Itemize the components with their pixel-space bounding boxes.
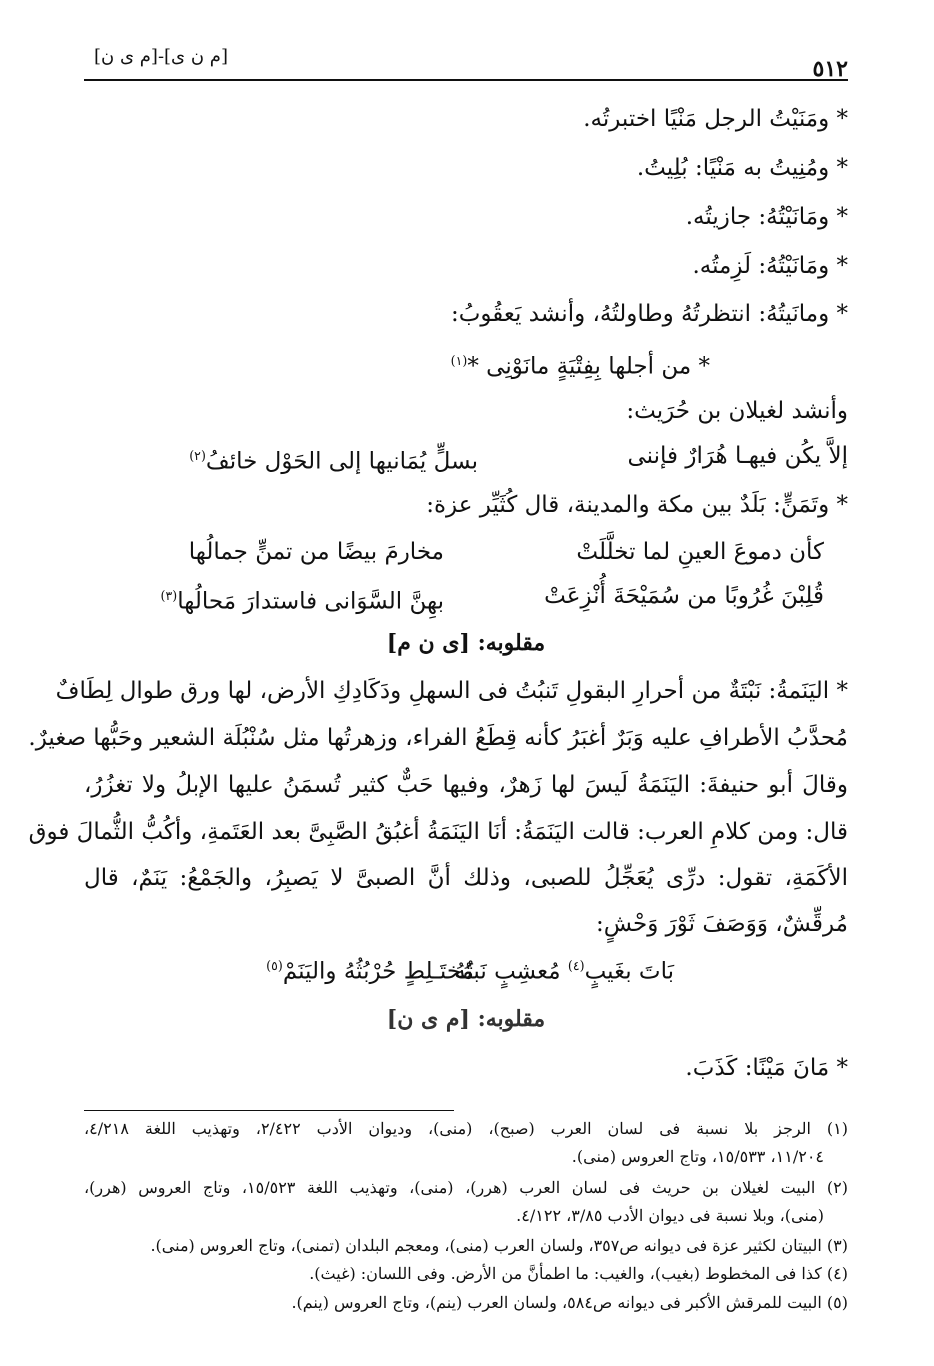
paragraph-line: مُحدَّبُ الأطرافِ عليه وَبَرٌ أغبَرُ كأنه قِطَعُ الفراء، وزهرتُها مثل سُنْبُلَة الشعير وحَبُّها صغيرٌ. [28,725,848,751]
footnote: (٤) كذا فى المخطوط (بغيب)، والغيب: ما اطمأنَّ من الأرض. وفى اللسان: (غيث). [309,1264,848,1283]
verse-hemistich-right: كأن دموعَ العينِ لما تخلَّلَتْ [576,539,824,565]
paragraph-line: قال: ومن كلامِ العرب: قالت اليَنَمَةُ: أنَا اليَنَمَةُ أغبُقُ الصَّبِىَّ بعد العَتَمةِ، وأكُبُّ الثُّمالَ فوق [28,819,848,845]
footnote: (٥) البيت للمرقش الأكبر فى ديوانه ص٥٨٤، ولسان العرب (ينم)، وتاج العروس (ينم). [291,1293,848,1312]
footnote: (٢) البيت لغيلان بن حريث فى لسان العرب (هرر)، (منى)، وتهذيب اللغة ١٥/٥٢٣، وتاج العروس (هرر)، [84,1178,848,1197]
entry-line: * ومَنَيْتُ الرجل مَنْيًا اختبرتُه. [583,106,848,132]
verse-hemistich-left: مخارمَ بيضًا من تمنٍّ جمالُها [188,539,444,565]
footnote: ١١/٢٠٤، ١٥/٥٣٣، وتاج العروس (منى). [571,1147,824,1166]
footnote: (منى)، وبلا نسبة فى ديوان الأدب ٣/٨٥، ٤/١٢٢. [516,1206,824,1225]
entry-line: * ومُنِيتُ به مَنْيًا: بُلِيتُ. [636,155,848,181]
verse-text: بهِنَّ السَّوَانى فاستدارَ مَحالُها [177,588,444,615]
footnote-rule [84,1110,454,1111]
section-heading: مقلوبه: [م ى ن] [386,1006,546,1032]
entry-line: * وتَمَنٍّ: بَلَدٌ بين مكة والمدينة، قال كُثَيِّر عزة: [426,492,848,518]
footnote-marker: (١) [450,353,468,368]
entry-line: * ومانَيتُهُ: انتظرتُهُ وطاولتُهُ، وأنشد يَعقُوبُ: [450,301,848,327]
verse-hemistich-left [189,438,478,480]
entry-line: * مَانَ مَيْنًا: كَذَبَ. [685,1055,848,1081]
footnote-marker: (٣) [160,588,178,603]
verse-text: بَاتَ بغَيبٍ [584,958,674,985]
entry-line: * ومَانَيْتُهُ: لَزِمتُه. [692,253,848,279]
footnote: (١) الرجز بلا نسبة فى لسان العرب (صبح)، (منى)، وديوان الأدب ٢/٤٢٢، وتهذيب اللغة ٤/٢١٨، [84,1119,849,1138]
footnote: (٣) البيتان لكثير عزة فى ديوانه ص٣٥٧، ولسان العرب (منى)، ومعجم البلدان (تمنى)، وتاج العروس (منى). [150,1236,848,1255]
footnote-marker: (٥) [266,958,283,973]
verse-text: * من أجلها بِفِتْيَةٍ مانَوْنِى * [467,353,710,380]
verse-hemistich-left [161,578,444,620]
rajaz-verse [451,343,710,385]
paragraph-line: وقالَ أبو حنيفةَ: اليَنَمَةُ لَيسَ لها زَهرٌ، وفيها حَبٌّ كثير تُسمَنُ عليها الإبلُ ولا تغزُرُ، [84,772,848,798]
page-number: ٥١٢ [812,56,848,82]
paragraph-line: الأكَمَةِ، تقول: درِّى يُعَجِّلُ للصبى، وذلك أنَّ الصبىَّ لا يَصبِرُ، والجَمْعُ: يَنَمٌ، قال [84,865,848,891]
entry-line: وأنشد لغيلان بن حُرَيث: [626,398,848,424]
paragraph-line: * اليَنَمةُ: نَبْتَةٌ من أحرارِ البقولِ تَنبُتُ فى السهلِ ودَكَادِكِ الأرض، لها ورق طوال لِطَافٌ [55,678,848,704]
header-rule [84,79,848,81]
verse-hemistich-left [266,948,474,990]
footnote-marker: (٤) [567,958,585,973]
verse-text: بسلٍّ يُمَانيها إلى الحَوْل خائفُ [205,448,478,475]
entry-line: * ومَانَيْتُهُ: جازيتُه. [685,204,848,230]
paragraph-line: مُرقِّشٌ، وَوَصَفَ ثَوْرَ وَحْشٍ: [595,911,848,937]
verse-hemistich-right [454,948,674,990]
verse-hemistich-right: إلاَّ يكُن فيهـا هُرَارٌ فإننى [627,443,848,469]
section-heading: مقلوبه: [ى ن م] [386,630,546,656]
footnote-marker: (٢) [189,448,206,463]
verse-text: مُعشِبٍ نَبتُهُ [454,958,561,985]
verse-hemistich-right: قُلِبْنَ غُرُوبًا من سُمَيْحَةَ أُنْزِعَتْ [544,583,824,609]
running-title: [م ن ى]-[م ى ن] [94,46,228,67]
verse-text: مُختَـلِطٍ حُرْبُثُهُ واليَنَمْ [282,958,474,985]
